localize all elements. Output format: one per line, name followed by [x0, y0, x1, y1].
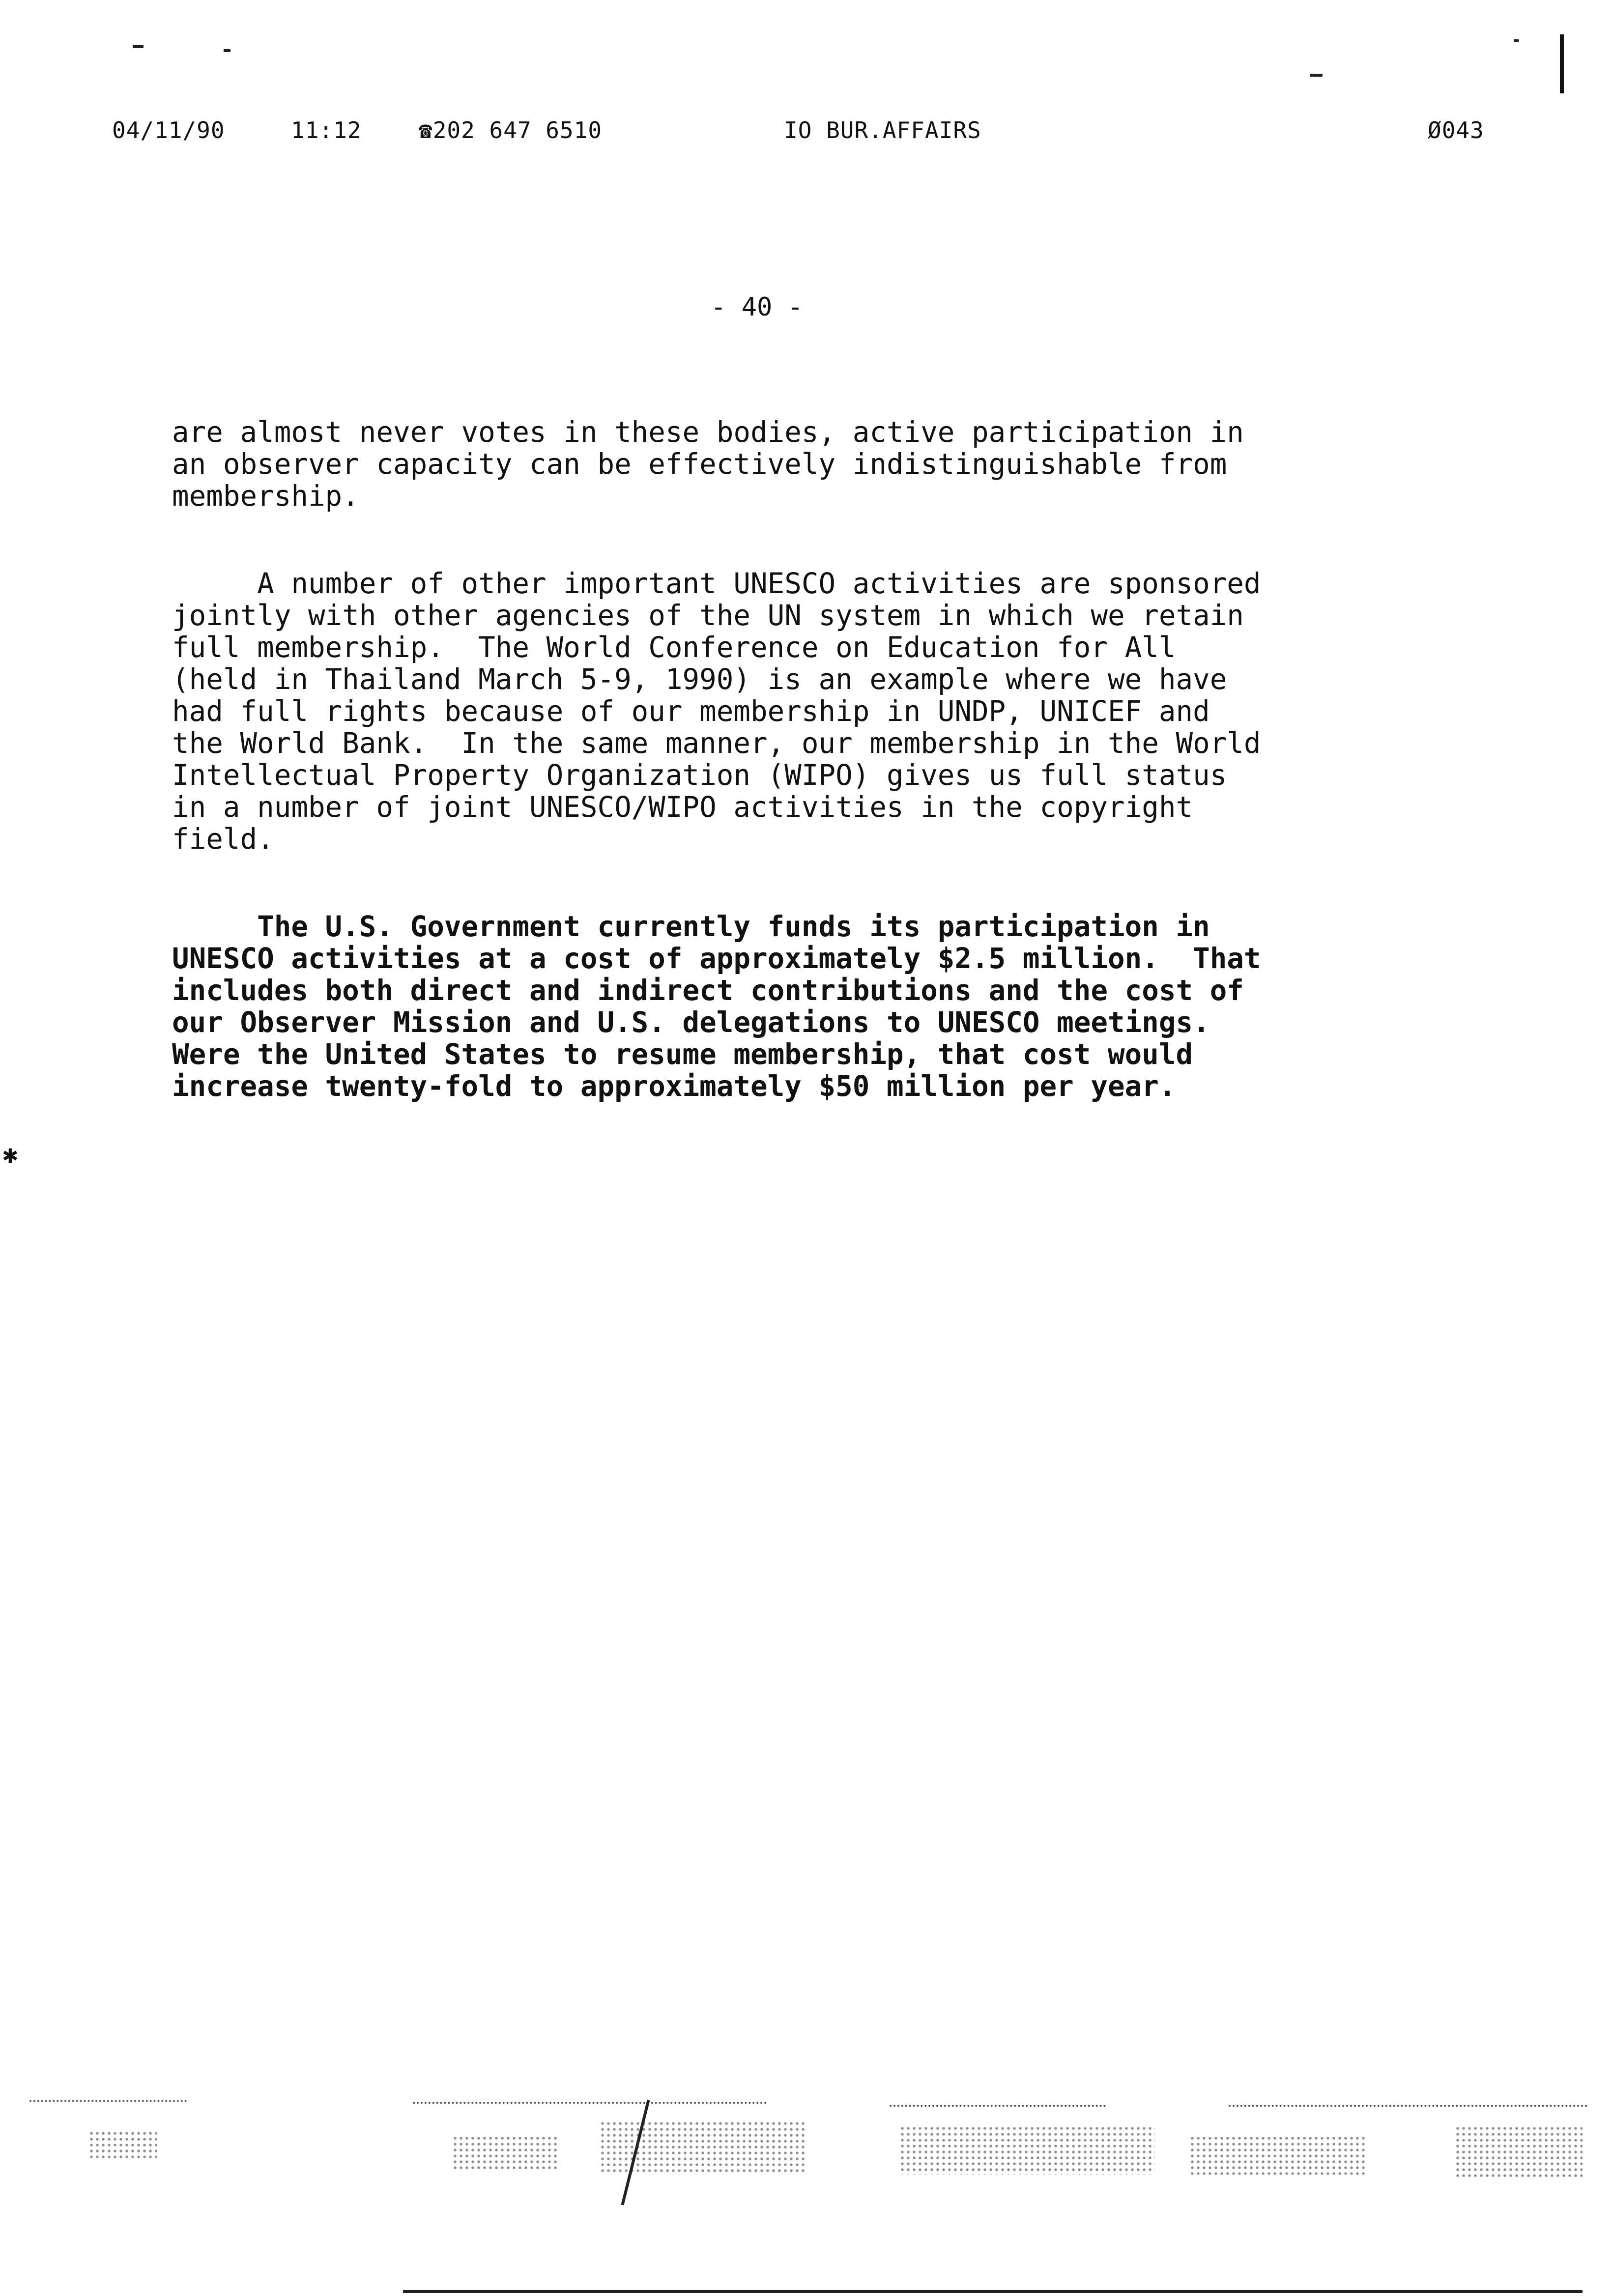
fax-date: 04/11/90: [112, 117, 225, 144]
scan-noise-blob: [452, 2135, 560, 2170]
text-line: membership.: [172, 480, 359, 513]
text-line: are almost never votes in these bodies, active participation in: [172, 416, 1244, 449]
text-line: increase twenty-fold to approximately $50 million per year.: [172, 1070, 1176, 1103]
text-line: the World Bank. In the same manner, our membership in the World: [172, 727, 1261, 760]
text-line: field.: [172, 823, 274, 856]
scan-noise-blob: [1455, 2125, 1583, 2180]
scan-artifact-dash: [1310, 74, 1323, 77]
fax-header: [0, 117, 1612, 151]
text-line: Intellectual Property Organization (WIPO) gives us full status: [172, 759, 1227, 792]
fax-time: 11:12: [291, 117, 362, 144]
scan-noise-blob: [1189, 2135, 1366, 2175]
fax-department: IO BUR.AFFAIRS: [784, 117, 981, 144]
text-line: The U.S. Government currently funds its participation in: [172, 910, 1210, 943]
text-line: jointly with other agencies of the UN system in which we retain: [172, 599, 1244, 632]
scan-artifact-margin-mark: ✱: [2, 1145, 19, 1168]
scan-noise-blob: [88, 2130, 157, 2160]
scan-noise-blob: [899, 2125, 1155, 2175]
fax-phone-number: ☎202 647 6510: [419, 117, 603, 144]
paragraph: [172, 536, 1386, 855]
paragraph: [172, 384, 1386, 512]
text-line: in a number of joint UNESCO/WIPO activities in the copyright: [172, 791, 1193, 824]
paragraph: [172, 879, 1386, 1102]
text-line: an observer capacity can be effectively indistinguishable from: [172, 448, 1227, 481]
text-line: A number of other important UNESCO activities are sponsored: [172, 567, 1261, 600]
text-line: had full rights because of our membership in UNDP, UNICEF and: [172, 695, 1210, 728]
scan-artifact-dash: [224, 49, 230, 52]
fax-page-code: Ø043: [1428, 117, 1484, 144]
scan-noise-band: [0, 2091, 1612, 2204]
text-line: (held in Thailand March 5-9, 1990) is an example where we have: [172, 663, 1227, 696]
scan-bottom-rule: [403, 2290, 1583, 2293]
scan-noise-line: [29, 2100, 187, 2102]
scan-noise-line: [1229, 2105, 1587, 2107]
document-body: [172, 384, 1386, 1126]
page-number: - 40 -: [711, 292, 803, 322]
scan-artifact-mark: [1560, 34, 1564, 93]
scan-noise-line: [413, 2102, 767, 2104]
text-line: our Observer Mission and U.S. delegations to UNESCO meetings.: [172, 1006, 1210, 1039]
text-line: includes both direct and indirect contributions and the cost of: [172, 974, 1244, 1007]
text-line: UNESCO activities at a cost of approximately $2.5 million. That: [172, 942, 1261, 975]
text-line: Were the United States to resume membership, that cost would: [172, 1038, 1193, 1071]
scan-artifact-dash: [1514, 39, 1519, 42]
text-line: full membership. The World Conference on Education for All: [172, 631, 1176, 664]
scan-artifact-dash: [133, 45, 144, 48]
scan-noise-line: [890, 2105, 1106, 2107]
